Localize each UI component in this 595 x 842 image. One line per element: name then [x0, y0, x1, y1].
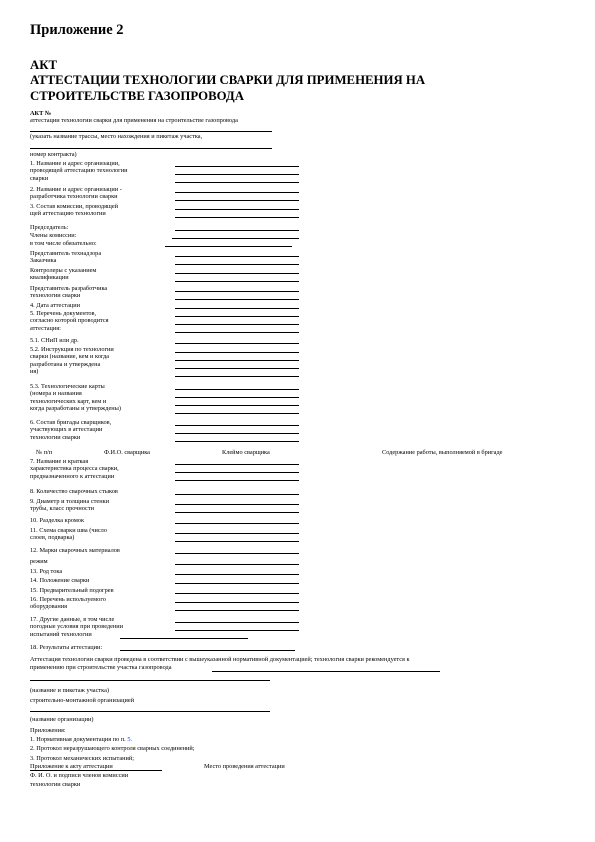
developer-rep-label: Представитель разработчика технологии сварки	[30, 285, 108, 300]
field-1-line	[175, 174, 299, 175]
supervision-line	[175, 264, 299, 265]
mode-line	[175, 564, 299, 565]
members-line	[172, 238, 299, 239]
col-work-content: Содержание работы, выполняемой в бригаде	[382, 449, 503, 456]
field-3-label: 3. Состав комиссии, проводящей щей аттестацию технологии	[30, 203, 119, 218]
controllers-line	[175, 273, 299, 274]
field-9-label: 9. Диаметр и толщина стенки трубы, класс прочности	[30, 498, 110, 513]
contract-hint: номер контракта)	[30, 151, 77, 158]
field-5-line	[175, 316, 299, 317]
mode-label: режим	[30, 558, 48, 565]
field-17-line	[175, 622, 299, 623]
field-15-line	[175, 593, 299, 594]
field-5-2-label: 5.2. Инструкция по технологии сварки (название, кем и когда разработана и утверждена ия)	[30, 346, 114, 375]
field-3-line	[175, 217, 299, 218]
act-subtitle: аттестации технологии сварки для применения на строительстве газопровода	[30, 117, 238, 124]
appendices-title: Приложения:	[30, 727, 66, 734]
section-5-link[interactable]: 5.	[127, 736, 133, 743]
developer-rep-line	[175, 299, 299, 300]
field-17-line	[175, 630, 299, 631]
field-5-2-line	[175, 360, 299, 361]
field-14-line	[175, 583, 299, 584]
field-11-label: 11. Схема сварки шва (число слоев, подварка)	[30, 527, 107, 542]
place-hint: (указать название трассы, место нахождения и пикетаж участка,	[30, 133, 203, 140]
act-number: АКТ №	[30, 110, 52, 117]
field-5-3-line	[175, 413, 299, 414]
field-5-3-line	[175, 397, 299, 398]
controllers-label: Контролеры с указанием квалификации	[30, 267, 97, 282]
conclusion-underline	[30, 680, 270, 681]
date-label: 4. Дата аттестации	[30, 302, 81, 309]
underline	[30, 131, 272, 132]
chairman-label: Председатель:	[30, 224, 69, 231]
field-13-line	[175, 574, 299, 575]
underline	[30, 148, 272, 149]
field-16-label: 16. Перечень используемого оборудования	[30, 596, 106, 611]
field-2-line	[175, 192, 299, 193]
field-16-line	[175, 602, 299, 603]
field-5-1-label: 5.1. СНиП или др.	[30, 337, 79, 344]
act-title-line-2: АТТЕСТАЦИИ ТЕХНОЛОГИИ СВАРКИ ДЛЯ ПРИМЕНЕНИЯ НА	[30, 73, 426, 87]
field-1-label: 1. Название и адрес организации, проводящей аттестацию технологии сварки	[30, 160, 128, 182]
field-5-2-line	[175, 376, 299, 377]
footer-underline	[30, 770, 162, 771]
appendix-to-act: Приложение к акту аттестации	[30, 763, 113, 770]
field-7-line	[175, 472, 299, 473]
field-7-line	[175, 464, 299, 465]
field-9-line	[175, 512, 299, 513]
appendix-item-3: 3. Протокол механических испытаний;	[30, 755, 135, 762]
field-15-label: 15. Предварительный подогрев	[30, 587, 114, 594]
mandatory-line	[165, 246, 292, 247]
col-number: № п/п	[36, 449, 53, 456]
org-line: строительно-монтажной организацией	[30, 697, 135, 704]
field-1-line	[175, 182, 299, 183]
appendix-title: Приложение 2	[30, 22, 124, 38]
field-1-line	[175, 166, 299, 167]
org-underline	[30, 711, 270, 712]
signatures-tail: технологии сварки	[30, 781, 81, 788]
field-6-line	[175, 441, 299, 442]
field-18-label: 18. Результаты аттестации:	[30, 644, 103, 651]
field-18-line	[120, 650, 295, 651]
field-7-label: 7. Название и краткая характеристика процесса сварки, предназначенного к аттестации	[30, 458, 119, 480]
field-12-line	[175, 553, 299, 554]
chairman-line	[175, 230, 299, 231]
field-8-line	[175, 494, 299, 495]
conclusion-line-2: применению при строительстве участка газопровода	[30, 664, 172, 671]
field-5-line	[175, 324, 299, 325]
field-9-line	[175, 504, 299, 505]
field-5-label: 5. Перечень документов, согласно которой проводится аттестация:	[30, 310, 109, 332]
field-5-3-line	[175, 389, 299, 390]
field-5-2-line	[175, 368, 299, 369]
appendix-item-2: 2. Протокол неразрушающего контроля сварных соединений;	[30, 745, 195, 752]
supervision-label: Представитель технадзора Заказчика	[30, 250, 102, 265]
section-hint: (название и пикетаж участка)	[30, 687, 109, 694]
field-10-line	[175, 523, 299, 524]
attestation-place: Место проведения аттестации	[204, 763, 285, 770]
field-10-label: 10. Разделка кромок	[30, 517, 85, 524]
field-6-line	[175, 433, 299, 434]
field-8-label: 8. Количество сварочных стыков	[30, 488, 118, 495]
date-line	[175, 308, 299, 309]
field-5-2-line	[175, 352, 299, 353]
field-12-label: 12. Марки сварочных материалов	[30, 547, 120, 554]
field-16-line	[175, 610, 299, 611]
org-hint: (название организации)	[30, 716, 94, 723]
commission-signatures: Ф. И. О. и подписи членов комиссии	[30, 772, 129, 779]
members-label: Члены комиссии:	[30, 232, 77, 239]
developer-rep-line	[175, 291, 299, 292]
field-11-line	[175, 533, 299, 534]
act-title-line-1: АКТ	[30, 58, 58, 72]
field-5-1-line	[175, 343, 299, 344]
field-14-label: 14. Положение сварки	[30, 577, 90, 584]
conclusion-line-1: Аттестация технологии сварки проведена в соответствии с вышеуказанной нормативной документацией; технология сварки рекомендуется к	[30, 656, 410, 663]
field-13-label: 13. Род тока	[30, 568, 63, 575]
field-5-3-label: 5.3. Технологические карты (номера и названия технологических карт, кем и когда разработаны и утверждены)	[30, 383, 121, 412]
field-5-line	[175, 332, 299, 333]
field-2-label: 2. Название и адрес организации - разработчика технологии сварки	[30, 186, 122, 201]
field-6-line	[175, 425, 299, 426]
controllers-line	[175, 281, 299, 282]
conclusion-underline	[212, 671, 440, 672]
field-5-3-line	[175, 405, 299, 406]
appendix-item-1: 1. Нормативная документация по п. 5.	[30, 736, 133, 743]
supervision-line	[175, 256, 299, 257]
field-3-line	[175, 209, 299, 210]
field-17-label: 17. Другие данные, в том числе погодные условия при проведении испытаний технологии	[30, 616, 124, 638]
field-17-line	[120, 638, 248, 639]
col-welder-name: Ф.И.О. сварщика	[104, 449, 150, 456]
field-7-line	[175, 480, 299, 481]
field-6-label: 6. Состав бригады сварщиков, участвующих в аттестации технологии сварки	[30, 419, 112, 441]
col-welder-mark: Клеймо сварщика	[222, 449, 270, 456]
act-title-line-3: СТРОИТЕЛЬСТВЕ ГАЗОПРОВОДА	[30, 89, 244, 103]
mandatory-label: в том числе обязательно:	[30, 240, 97, 247]
field-11-line	[175, 541, 299, 542]
field-2-line	[175, 200, 299, 201]
